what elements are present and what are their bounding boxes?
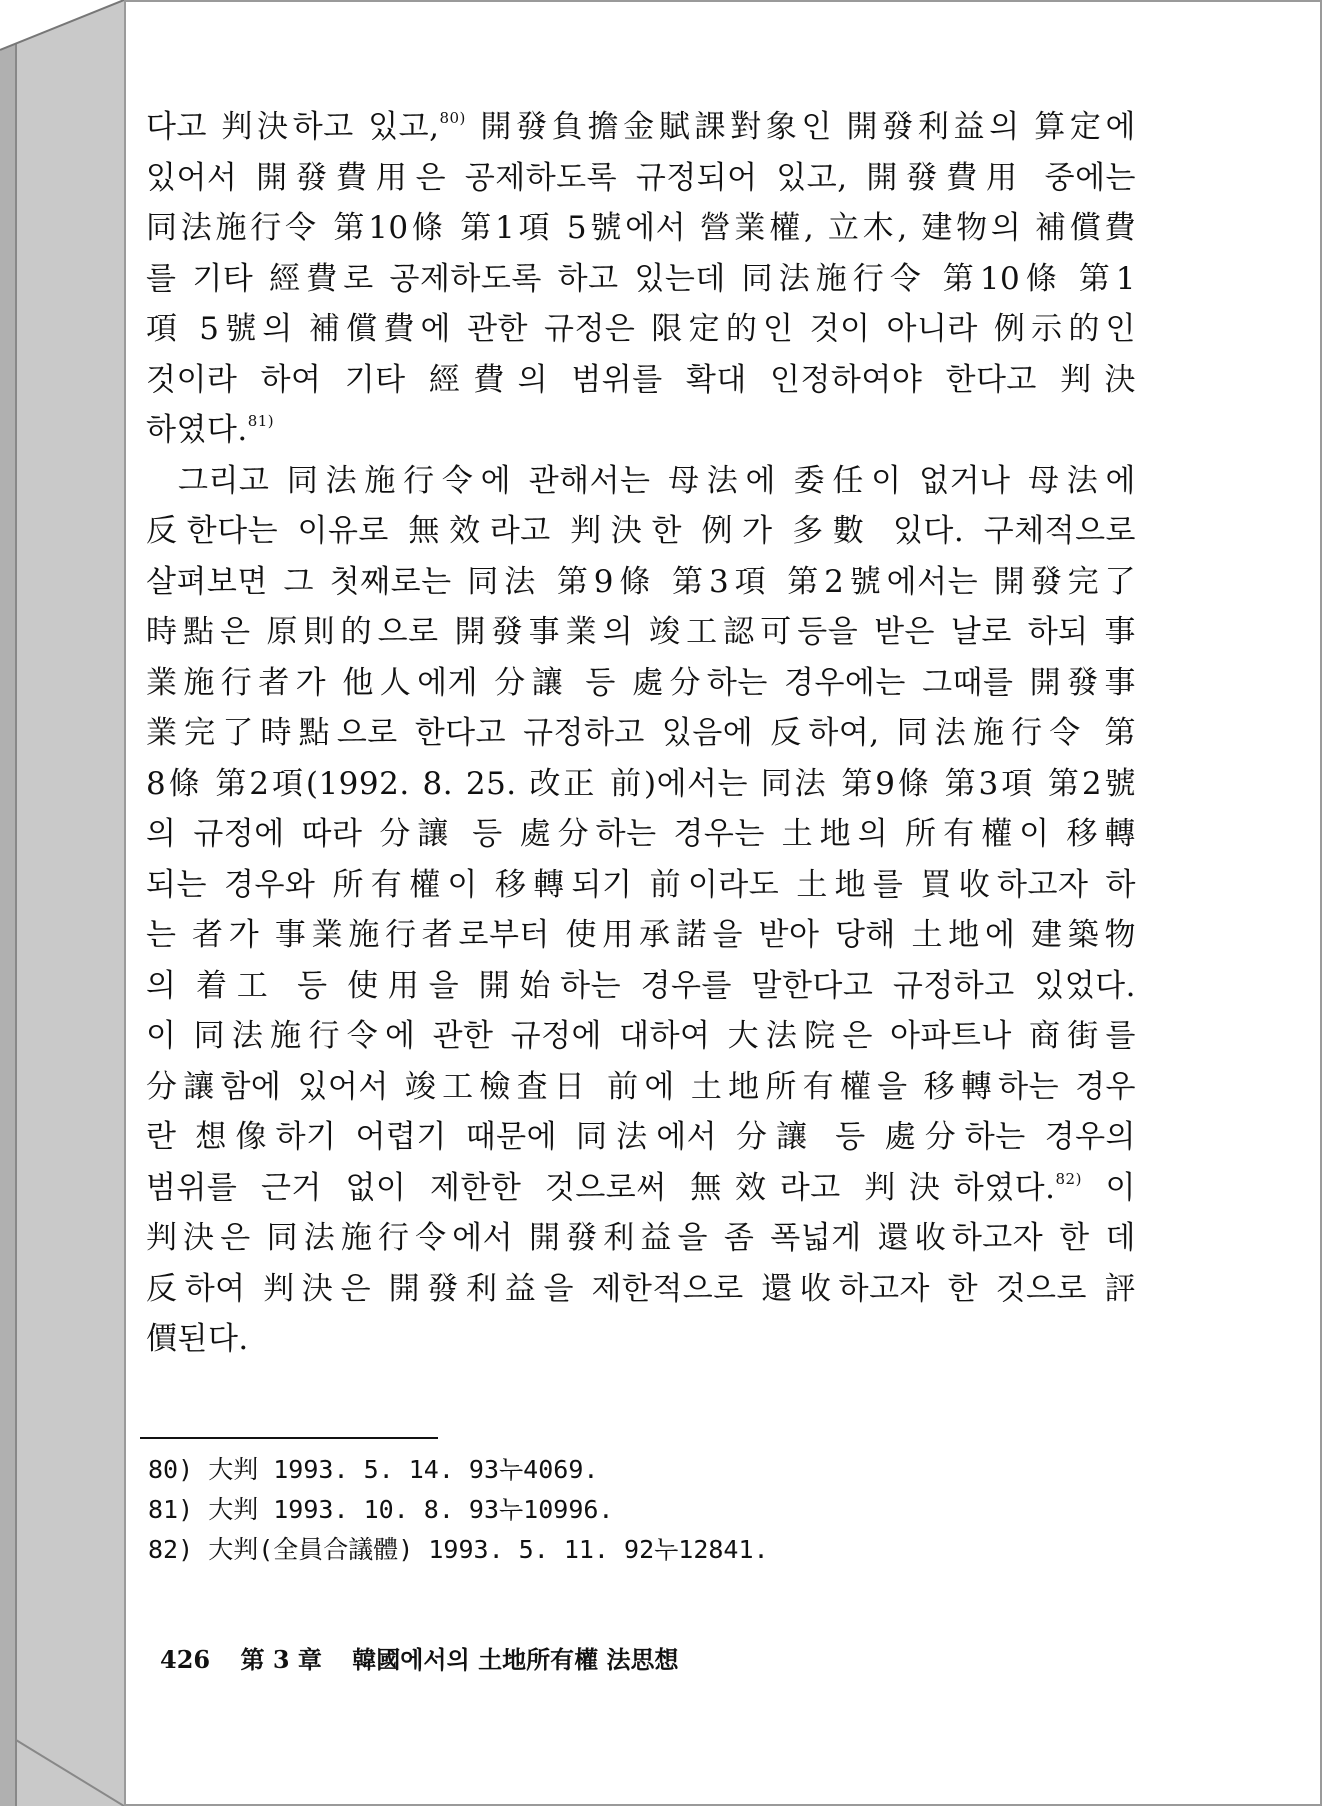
body-line: 判決은 同法施行令에서 開發利益을 좀 폭넓게 還收하고자 한 데 [146,1220,1136,1256]
body-line: 項 5號의 補償費에 관한 규정은 限定的인 것이 아니라 例示的인 [146,311,1136,347]
body-line: 8條 第2項(1992. 8. 25. 改正 前)에서는 同法 第9條 第3項 第2號 [146,765,1136,802]
body-line: 그리고 同法施行令에 관해서는 母法에 委任이 없거나 母法에 [178,462,1136,499]
body-line: 反한다는 이유로 無效라고 判決한 例가 多數 있다. 구체적으로 [146,513,1136,549]
body-line: 反하여 判決은 開發利益을 제한적으로 還收하고자 한 것으로 評 [146,1270,1136,1307]
body-line: 있어서 開發費用은 공제하도록 규정되어 있고, 開發費用 중에는 [146,159,1136,196]
footnote-rule [140,1437,438,1439]
running-footer [160,1640,701,1675]
body-line: 다고 判決하고 있고,$^{80)}$ 開發負擔金賦課對象인 開發利益의 算定에 [146,109,1136,145]
body-line: 分讓함에 있어서 竣工檢査日 前에 土地所有權을 移轉하는 경우 [146,1068,1136,1105]
body-line: 時點은 原則的으로 開發事業의 竣工認可등을 받은 날로 하되 事 [146,614,1136,650]
body-line: 되는 경우와 所有權이 移轉되기 前이라도 土地를 買收하고자 하 [146,866,1136,903]
footnote-80: 80) 大判 1993. 5. 14. 93누4069. [148,1455,599,1484]
footnote-82: 82) 大判(全員合議體) 1993. 5. 11. 92누12841. [148,1535,769,1564]
footnote-81: 81) 大判 1993. 10. 8. 93누10996. [148,1495,614,1524]
footnotes [148,1450,1048,1570]
body-line: 業施行者가 他人에게 分讓 등 處分하는 경우에는 그때를 開發事 [146,664,1136,701]
body-text [146,102,1136,1365]
body-line: 의 규정에 따라 分讓 등 處分하는 경우는 土地의 所有權이 移轉 [146,816,1136,852]
body-line: 業完了時點으로 한다고 규정하고 있음에 反하여, 同法施行令 第 [146,715,1136,751]
body-line: 는 者가 事業施行者로부터 使用承諾을 받아 당해 土地에 建築物 [146,917,1136,953]
book-spine-edge [0,0,124,1806]
body-line: 하였다.$^{81)}$ [146,412,275,448]
body-line: 이 同法施行令에 관한 규정에 대하여 大法院은 아파트나 商街를 [146,1018,1136,1054]
chapter-title: 韓國에서의 土地所有權 法思想 [352,1645,679,1674]
body-line: 범위를 근거 없이 제한한 것으로써 無效라고 判決하였다.$^{82)}$ 이 [146,1169,1136,1206]
body-line: 의 着工 등 使用을 開始하는 경우를 말한다고 규정하고 있었다. [146,967,1136,1004]
body-line: 것이라 하여 기타 經費의 범위를 확대 인정하여야 한다고 判決 [146,361,1136,398]
body-line: 價된다. [146,1321,249,1357]
chapter-label: 第 3 章 [240,1645,322,1674]
body-line: 同法施行令 第10條 第1項 5號에서 營業權, 立木, 建物의 補償費 [146,210,1136,246]
body-line: 를 기타 經費로 공제하도록 하고 있는데 同法施行令 第10條 第1 [146,260,1136,297]
body-line: 란 想像하기 어렵기 때문에 同法에서 分讓 등 處分하는 경우의 [146,1119,1136,1155]
body-line: 살펴보면 그 첫째로는 同法 第9條 第3項 第2號에서는 開發完了 [146,563,1136,600]
page-number: 426 [160,1645,211,1674]
